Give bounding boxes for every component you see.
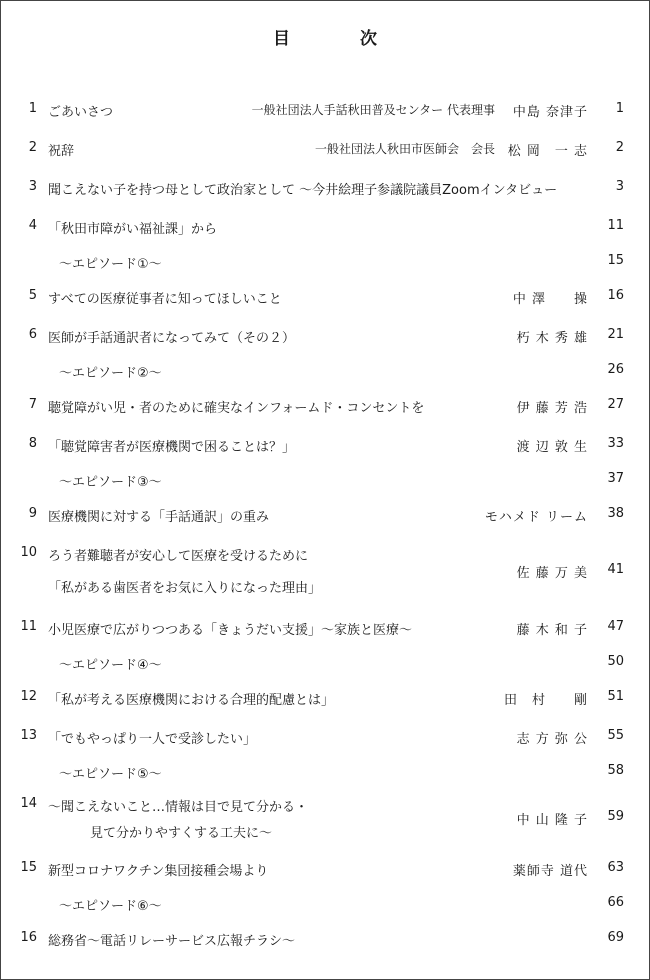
entry-title: ～聞こえないこと…情報は目で見て分かる・ bbox=[48, 800, 309, 815]
entry-author: 中島 奈津子 bbox=[512, 105, 588, 120]
entry-page: 21 bbox=[607, 327, 624, 342]
entry-author: 渡 辺 敦 生 bbox=[516, 440, 588, 455]
toc-entry-13 bbox=[0, 728, 650, 752]
entry-title: ろう者難聴者が安心して医療を受けるために bbox=[48, 549, 309, 564]
entry-page: 47 bbox=[607, 619, 624, 634]
entry-organization: 一般社団法人秋田市医師会 会長 bbox=[314, 142, 495, 156]
entry-title: 医療機関に対する「手話通訳」の重み bbox=[48, 510, 270, 525]
entry-number: 3 bbox=[28, 179, 37, 194]
entry-page: 41 bbox=[607, 562, 624, 577]
toc-entry-6 bbox=[0, 327, 650, 351]
entry-page: 1 bbox=[615, 101, 624, 116]
entry-page: 16 bbox=[607, 288, 624, 303]
entry-number: 12 bbox=[20, 689, 37, 704]
entry-number: 11 bbox=[20, 619, 37, 634]
entry-page: 55 bbox=[607, 728, 624, 743]
entry-title: ～エピソード②～ bbox=[59, 366, 162, 381]
title-char-1: 目 bbox=[273, 29, 290, 49]
entry-title: 祝辞 bbox=[48, 144, 75, 159]
entry-author: 佐 藤 万 美 bbox=[516, 566, 588, 581]
toc-entry-9 bbox=[0, 506, 650, 530]
entry-title: すべての医療従事者に知ってほしいこと bbox=[48, 292, 282, 307]
entry-author: 藤 木 和 子 bbox=[516, 623, 588, 638]
entry-title: 聴覚障がい児・者のために確実なインフォームド・コンセントを bbox=[48, 401, 425, 416]
entry-number: 16 bbox=[20, 930, 37, 945]
toc-episode-5 bbox=[0, 763, 650, 787]
toc-entry-14 bbox=[0, 796, 650, 846]
entry-title-line-2: 見て分かりやすくする工夫に～ bbox=[90, 826, 273, 841]
entry-title: 「聴覚障害者が医療機関で困ることは？」 bbox=[48, 440, 296, 455]
entry-page: 33 bbox=[607, 436, 624, 451]
entry-author: 朽 木 秀 雄 bbox=[516, 331, 588, 346]
entry-page: 51 bbox=[607, 689, 624, 704]
entry-author: 田 村 剛 bbox=[503, 693, 588, 708]
toc-entry-16 bbox=[0, 930, 650, 954]
entry-page: 11 bbox=[607, 218, 624, 233]
entry-number: 6 bbox=[28, 327, 37, 342]
entry-title: 総務省～電話リレーサービス広報チラシ～ bbox=[48, 934, 296, 949]
entry-page: 26 bbox=[607, 362, 624, 377]
toc-entry-5 bbox=[0, 288, 650, 312]
entry-title: 医師が手話通訳者になってみて（その２） bbox=[48, 331, 296, 346]
toc-entry-1 bbox=[0, 101, 650, 125]
entry-title: 新型コロナワクチン集団接種会場より bbox=[48, 864, 269, 879]
entry-organization: 一般社団法人手話秋田普及センター 代表理事 bbox=[251, 103, 495, 117]
entry-title-line-2: 「私がある歯医者をお気に入りになった理由」 bbox=[48, 581, 322, 596]
toc-episode-2 bbox=[0, 362, 650, 386]
entry-number: 14 bbox=[20, 796, 37, 811]
entry-author: 中 山 隆 子 bbox=[516, 813, 588, 828]
entry-page: 27 bbox=[607, 397, 624, 412]
toc-entry-15 bbox=[0, 860, 650, 884]
entry-author: 伊 藤 芳 浩 bbox=[516, 401, 588, 416]
entry-title: 「私が考える医療機関における合理的配慮とは」 bbox=[48, 693, 335, 708]
entry-number: 13 bbox=[20, 728, 37, 743]
entry-page: 3 bbox=[615, 179, 624, 194]
entry-title: 「でもやっぱり一人で受診したい」 bbox=[48, 732, 257, 747]
toc-entry-11 bbox=[0, 619, 650, 643]
entry-title: 聞こえない子を持つ母として政治家として ～今井絵理子参議院議員Zoomインタビュー bbox=[48, 183, 558, 198]
entry-page: 50 bbox=[607, 654, 624, 669]
entry-title: ～エピソード③～ bbox=[59, 475, 162, 490]
entry-page: 37 bbox=[607, 471, 624, 486]
page-title bbox=[0, 24, 650, 49]
toc-entry-10 bbox=[0, 545, 650, 607]
toc-entry-12 bbox=[0, 689, 650, 713]
entry-page: 59 bbox=[607, 809, 624, 824]
title-char-2: 次 bbox=[360, 29, 377, 49]
entry-number: 10 bbox=[20, 545, 37, 560]
entry-page: 58 bbox=[607, 763, 624, 778]
entry-page: 69 bbox=[607, 930, 624, 945]
entry-author: 志 方 弥 公 bbox=[516, 732, 588, 747]
entry-author: モハメド リーム bbox=[484, 510, 588, 525]
toc-episode-6 bbox=[0, 895, 650, 919]
entry-author: 松 岡 一 志 bbox=[507, 144, 588, 159]
entry-page: 15 bbox=[607, 253, 624, 268]
toc-entry-2 bbox=[0, 140, 650, 164]
entry-author: 薬師寺 道代 bbox=[512, 864, 588, 879]
entry-author: 中 澤 操 bbox=[512, 292, 588, 307]
entry-number: 5 bbox=[28, 288, 37, 303]
entry-title: 「秋田市障がい福祉課」から bbox=[48, 222, 218, 237]
toc-entry-3 bbox=[0, 179, 650, 203]
entry-title: ごあいさつ bbox=[48, 105, 114, 120]
entry-title: ～エピソード①～ bbox=[59, 257, 162, 272]
toc-episode-4 bbox=[0, 654, 650, 678]
entry-number: 2 bbox=[28, 140, 37, 155]
toc-entry-7 bbox=[0, 397, 650, 421]
toc-entry-4 bbox=[0, 218, 650, 242]
entry-page: 38 bbox=[607, 506, 624, 521]
entry-page: 2 bbox=[615, 140, 624, 155]
entry-number: 4 bbox=[28, 218, 37, 233]
entry-page: 66 bbox=[607, 895, 624, 910]
entry-title: ～エピソード⑥～ bbox=[59, 899, 162, 914]
entry-number: 8 bbox=[28, 436, 37, 451]
toc-entry-8 bbox=[0, 436, 650, 460]
entry-number: 7 bbox=[28, 397, 37, 412]
toc-episode-3 bbox=[0, 471, 650, 495]
toc-episode-1 bbox=[0, 253, 650, 277]
entry-number: 1 bbox=[28, 101, 37, 116]
entry-number: 15 bbox=[20, 860, 37, 875]
entry-title: ～エピソード④～ bbox=[59, 658, 162, 673]
entry-title: ～エピソード⑤～ bbox=[59, 767, 162, 782]
entry-number: 9 bbox=[28, 506, 37, 521]
entry-title: 小児医療で広がりつつある「きょうだい支援」～家族と医療～ bbox=[48, 623, 413, 638]
entry-page: 63 bbox=[607, 860, 624, 875]
